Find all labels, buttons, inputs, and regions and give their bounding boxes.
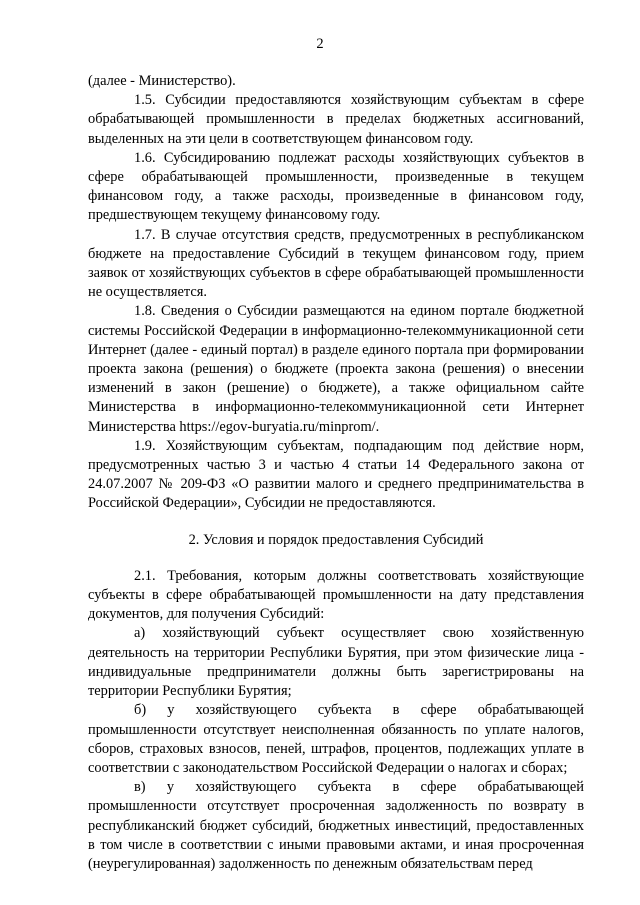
paragraph-1-6: 1.6. Субсидированию подлежат расходы хозяйствующих субъектов в сфере обрабатывающей промышленности, произведенные в текущем финансовом году, а также расходы, произведенные в финансовом году, предшествующем текущему финансовому году. [88,149,584,224]
paragraph-1-9: 1.9. Хозяйствующим субъектам, подпадающим под действие норм, предусмотренных частью 3 и частью 4 статьи 14 Федерального закона от 24.07.2007 № 209-ФЗ «О развитии малого и среднего предпринимательства в Российской Федерации», Субсидии не предоставляются. [88,437,584,512]
paragraph-2-1-a: а) хозяйствующий субъект осуществляет свою хозяйственную деятельность на территории Республики Бурятия, при этом физические лица - индивидуальные предприниматели должны быть зарегистрированы на территории Республики Бурятия; [88,625,584,700]
paragraph-2-1-v: в) у хозяйствующего субъекта в сфере обрабатывающей промышленности отсутствует просроченная задолженность по возврату в республиканский бюджет субсидий, бюджетных инвестиций, предоставленных в том числе в соответствии с иными правовыми актами, и иная просроченная (неурегулированная) задолженность по денежным обязательствам перед [88,779,584,872]
document-body [88,72,584,874]
section-title: 2. Условия и порядок предоставления Субсидий [188,531,484,548]
paragraph-1-7: 1.7. В случае отсутствия средств, предусмотренных в республиканском бюджете на предоставление Субсидий в текущем финансовом году, прием заявок от хозяйствующих субъектов в сфере обрабатывающей промышленности не осуществляется. [88,226,584,301]
paragraph-continuation: (далее - Министерство). [88,73,236,89]
paragraph-1-8: 1.8. Сведения о Субсидии размещаются на едином портале бюджетной системы Российской Федерации в информационно-телекоммуникационной сети Интернет (далее - единый портал) в разделе единого портала при формировании проекта закона (решения) о бюджете (проекта закона (решения) о внесении изменений в закон (решение) о бюджете), а также официальном сайте Министерства в информационно-телекоммуникационной сети Интернет Министерства https://egov-buryatia.ru/minprom/. [88,303,584,435]
page-number: 2 [316,36,324,52]
paragraph-2-1: 2.1. Требования, которым должны соответствовать хозяйствующие субъекты в сфере обрабатывающей промышленности на дату представления документов, для получения Субсидий: [88,567,584,623]
paragraph-2-1-b: б) у хозяйствующего субъекта в сфере обрабатывающей промышленности отсутствует неисполненная обязанность по уплате налогов, сборов, страховых взносов, пеней, штрафов, процентов, подлежащих уплате в соответствии с законодательством Российской Федерации о налогах и сборах; [88,702,584,776]
paragraph-1-5: 1.5. Субсидии предоставляются хозяйствующим субъектам в сфере обрабатывающей промышленности в пределах бюджетных ассигнований, выделенных на эти цели в соответствующем финансовом году. [88,92,584,147]
